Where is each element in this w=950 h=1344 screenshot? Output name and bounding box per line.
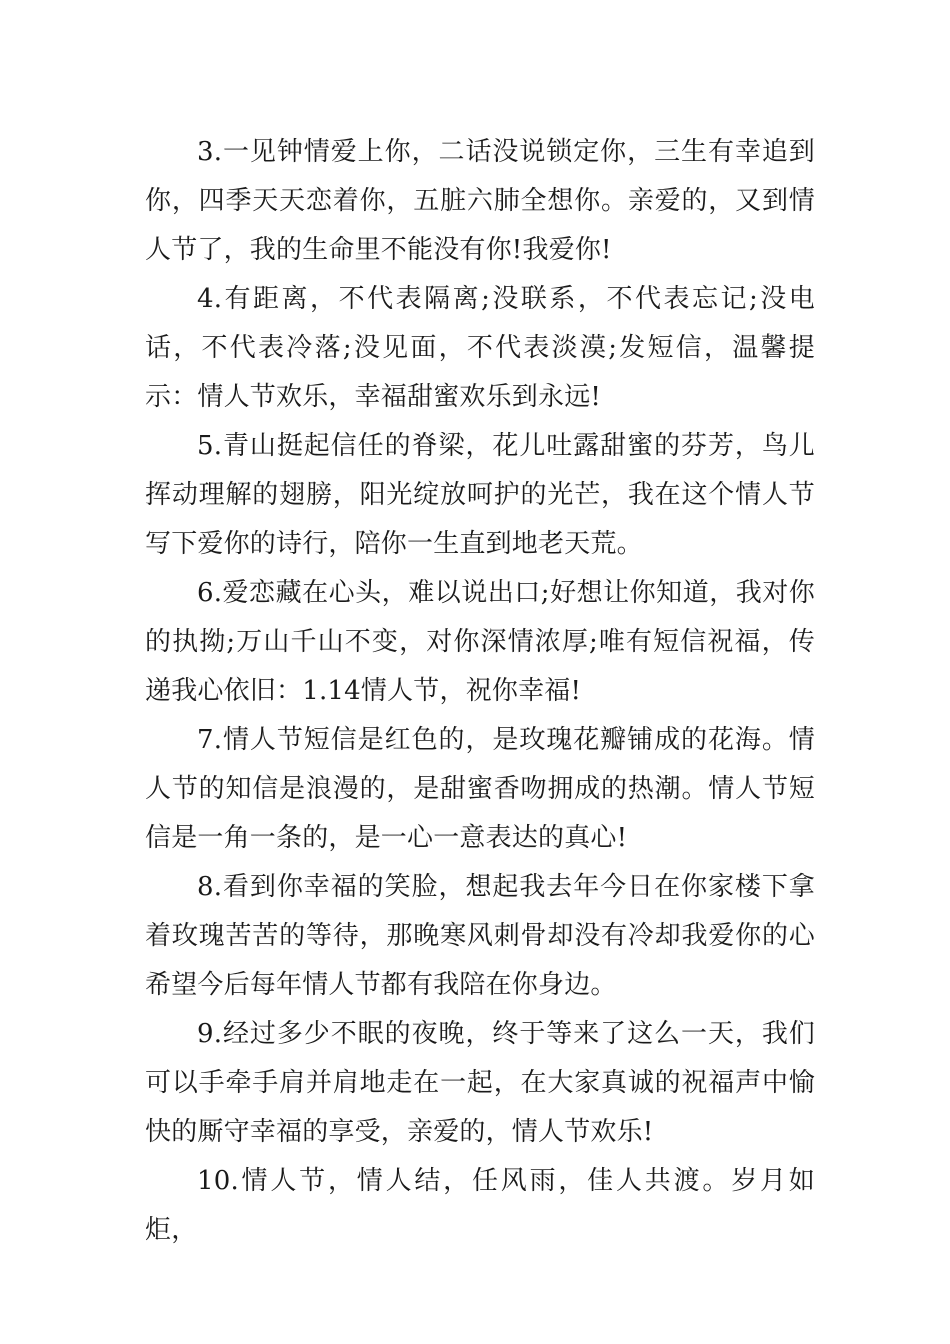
paragraph-10: 10.情人节，情人结，任风雨，佳人共渡。岁月如炬， — [145, 1166, 815, 1245]
paragraph-9: 9.经过多少不眠的夜晚，终于等来了这么一天，我们可以手牵手肩并肩地走在一起，在大家真诚的祝福声中愉快的厮守幸福的享受，亲爱的，情人节欢乐! — [145, 1019, 815, 1147]
paragraph-8: 8.看到你幸福的笑脸，想起我去年今日在你家楼下拿着玫瑰苦苦的等待，那晚寒风刺骨却没有冷却我爱你的心希望今后每年情人节都有我陪在你身边。 — [145, 872, 815, 1000]
paragraph-7: 7.情人节短信是红色的，是玫瑰花瓣铺成的花海。情人节的知信是浪漫的，是甜蜜香吻拥成的热潮。情人节短信是一角一条的，是一心一意表达的真心! — [145, 725, 815, 853]
document-body — [145, 128, 815, 1255]
paragraph-4: 4.有距离，不代表隔离;没联系，不代表忘记;没电话，不代表冷落;没见面，不代表淡漠;发短信，温馨提示：情人节欢乐，幸福甜蜜欢乐到永远! — [145, 284, 815, 412]
paragraph-5: 5.青山挺起信任的脊梁，花儿吐露甜蜜的芬芳，鸟儿挥动理解的翅膀，阳光绽放呵护的光芒，我在这个情人节写下爱你的诗行，陪你一生直到地老天荒。 — [145, 431, 815, 559]
paragraph-6: 6.爱恋藏在心头，难以说出口;好想让你知道，我对你的执拗;万山千山不变，对你深情浓厚;唯有短信祝福，传递我心依旧：1.14情人节，祝你幸福! — [145, 578, 815, 706]
paragraph-3: 3.一见钟情爱上你，二话没说锁定你，三生有幸追到你，四季天天恋着你，五脏六肺全想你。亲爱的，又到情人节了，我的生命里不能没有你!我爱你! — [145, 137, 815, 265]
